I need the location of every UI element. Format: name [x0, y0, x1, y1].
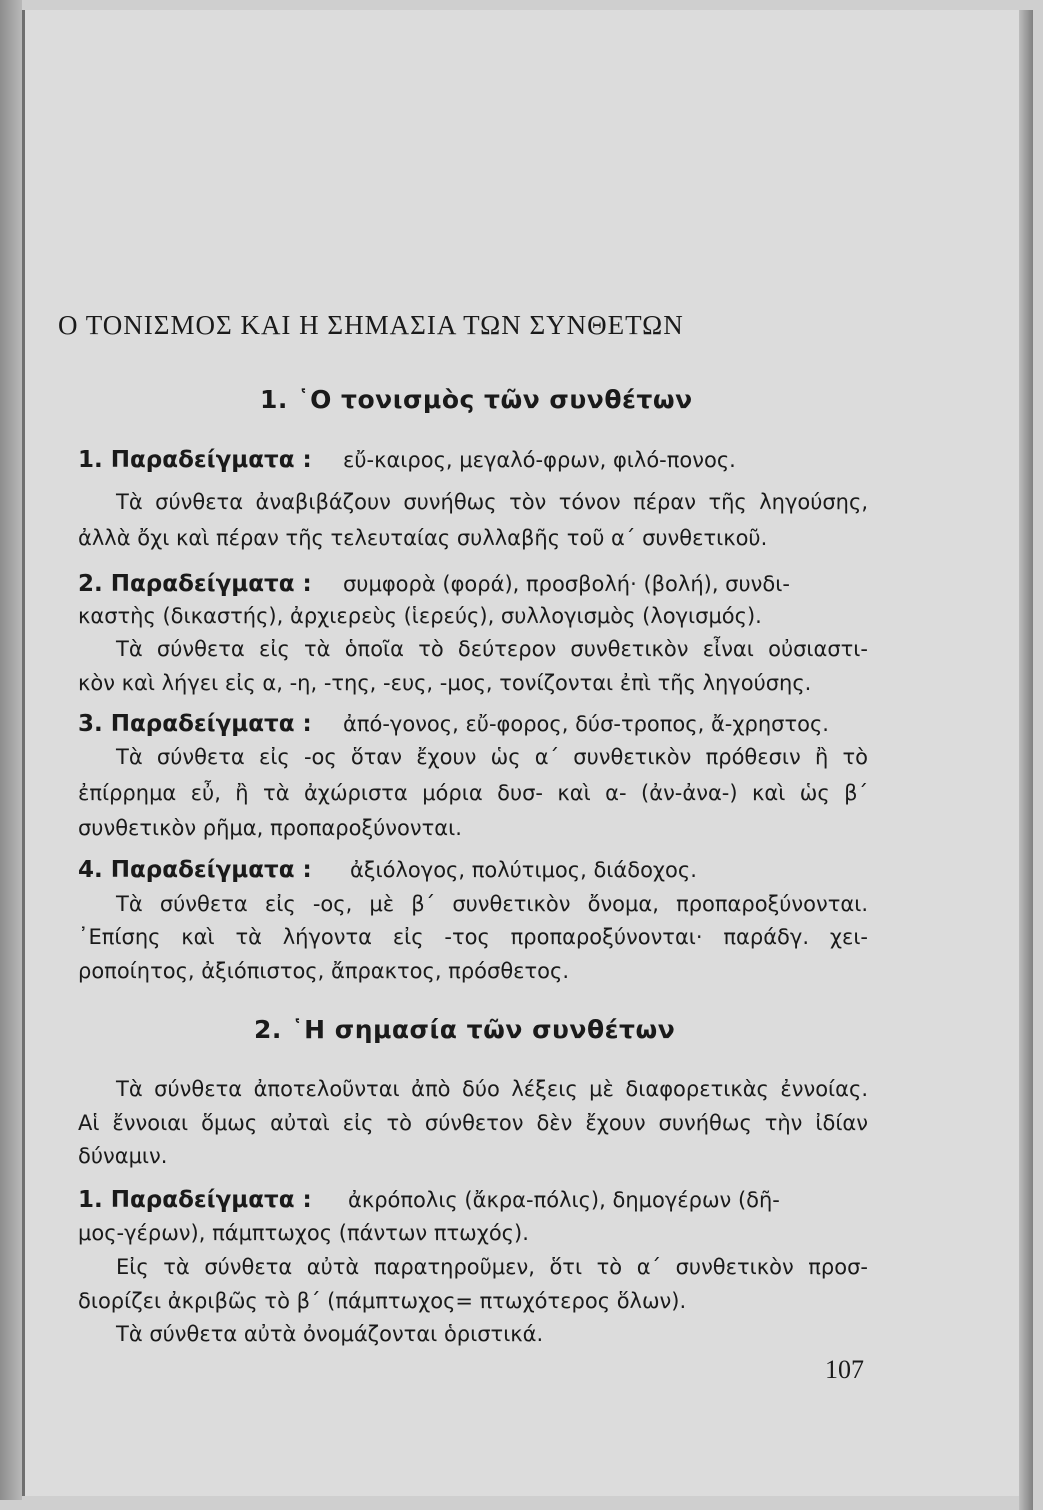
example-words: ἀξιόλογος, πολύτιμος, διάδοχος. — [350, 858, 697, 882]
example-words: ἀκρόπολις (ἄκρα-πόλις), δημογέρων (δῆ- — [348, 1188, 780, 1212]
example-label: 2. Παραδείγματα : — [78, 571, 312, 597]
example-words: εὔ-καιρος, μεγαλό-φρων, φιλό-πονος. — [343, 448, 736, 472]
section-2-example-header — [78, 1185, 868, 1215]
example-words: ἀπό-γονος, εὔ-φορος, δύσ-τροπος, ἄ-χρηστος. — [343, 712, 829, 736]
text-line: καστὴς (δικαστής), ἀρχιερεὺς (ἱερεύς), συλλογισμὸς (λογισμός). — [78, 604, 762, 628]
book-spine-shadow — [0, 0, 22, 1500]
text-line: ᾿Επίσης καὶ τὰ λήγοντα εἰς -τος προπαροξύνονται· παράδγ. χει- — [78, 925, 868, 949]
text-line: Αἱ ἔννοιαι ὅμως αὐταὶ εἰς τὸ σύνθετον δὲν ἔχουν συνήθως τὴν ἰδίαν — [78, 1111, 868, 1135]
example-1-header — [78, 445, 868, 475]
page-number: 107 — [825, 1355, 864, 1384]
page-title: Ο ΤΟΝΙΣΜΟΣ ΚΑΙ Η ΣΗΜΑΣΙΑ ΤΩΝ ΣΥΝΘΕΤΩΝ — [58, 310, 684, 340]
text-line: Τὰ σύνθετα ἀναβιβάζουν συνήθως τὸν τόνον πέραν τῆς ληγούσης, — [116, 490, 868, 514]
text-line: Τὰ σύνθετα εἰς τὰ ὁποῖα τὸ δεύτερον συνθετικὸν εἶναι οὐσιαστι- — [116, 637, 868, 661]
page-edge-shadow — [1019, 10, 1033, 1510]
text-line: Τὰ σύνθετα εἰς -ος ὅταν ἔχουν ὡς α΄ συνθετικὸν πρόθεσιν ἢ τὸ — [116, 745, 868, 769]
example-2-header — [78, 569, 868, 599]
text-line: ροποίητος, ἀξιόπιστος, ἄπρακτος, πρόσθετος. — [78, 959, 570, 983]
example-3-header — [78, 709, 868, 739]
example-label: 4. Παραδείγματα : — [78, 857, 312, 883]
text-line: Τὰ σύνθετα εἰς -ος, μὲ β΄ συνθετικὸν ὄνομα, προπαροξύνονται. — [116, 892, 868, 916]
text-line: κὸν καὶ λήγει εἰς α, -η, -της, -ευς, -μος, τονίζονται ἐπὶ τῆς ληγούσης. — [78, 671, 812, 695]
text-line: ἀλλὰ ὄχι καὶ πέραν τῆς τελευταίας συλλαβῆς τοῦ α΄ συνθετικοῦ. — [78, 526, 768, 550]
example-4-header — [78, 855, 868, 885]
text-line: Τὰ σύνθετα αὐτὰ ὀνομάζονται ὁριστικά. — [116, 1322, 544, 1346]
text-line: ἐπίρρημα εὖ, ἢ τὰ ἀχώριστα μόρια δυσ- καὶ α- (ἀν-ἀνα-) καὶ ὡς β΄ — [78, 781, 868, 805]
text-line: Εἰς τὰ σύνθετα αὐτὰ παρατηροῦμεν, ὅτι τὸ α΄ συνθετικὸν προσ- — [116, 1255, 868, 1279]
section-1-heading: 1. ῾Ο τονισμὸς τῶν συνθέτων — [260, 385, 693, 414]
example-label: 3. Παραδείγματα : — [78, 711, 312, 737]
text-line: μος-γέρων), πάμπτωχος (πάντων πτωχός). — [78, 1221, 529, 1245]
section-2-heading: 2. ῾Η σημασία τῶν συνθέτων — [254, 1015, 676, 1044]
text-line: Τὰ σύνθετα ἀποτελοῦνται ἀπὸ δύο λέξεις μὲ διαφορετικὰς ἐννοίας. — [116, 1077, 868, 1101]
text-line: συνθετικὸν ρῆμα, προπαροξύνονται. — [78, 816, 462, 840]
text-line: διορίζει ἀκριβῶς τὸ β΄ (πάμπτωχος= πτωχότερος ὅλων). — [78, 1289, 687, 1313]
example-words: συμφορὰ (φορά), προσβολή· (βολή), συνδι- — [343, 572, 790, 596]
text-line: δύναμιν. — [78, 1144, 168, 1168]
example-label: 1. Παραδείγματα : — [78, 1187, 312, 1213]
example-label: 1. Παραδείγματα : — [78, 447, 312, 473]
